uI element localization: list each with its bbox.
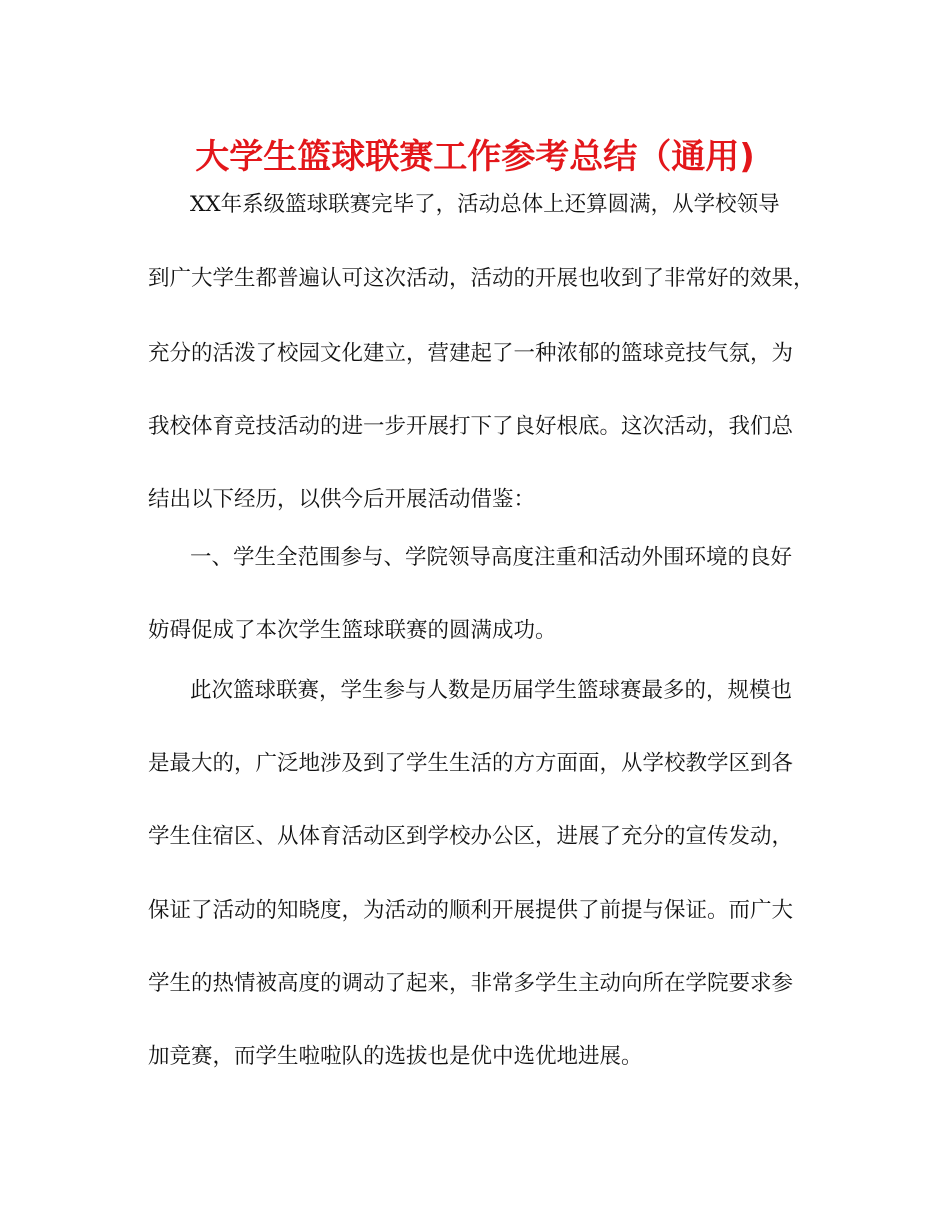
document-title: 大学生篮球联赛工作参考总结（通用)	[195, 137, 755, 177]
text-line: 妨碍促成了本次学生篮球联赛的圆满成功。	[148, 618, 557, 643]
text-line: 到广大学生都普遍认可这次活动，活动的开展也收到了非常好的效果，	[148, 266, 815, 291]
text-line: 一、学生全范围参与、学院领导高度注重和活动外围环境的良好	[190, 545, 793, 570]
text-line: 此次篮球联赛，学生参与人数是历届学生篮球赛最多的，规模也	[190, 678, 793, 703]
text-line: 加竞赛，而学生啦啦队的选拔也是优中选优地进展。	[148, 1044, 643, 1069]
text-line: 是最大的，广泛地涉及到了学生生活的方方面面，从学校教学区到各	[148, 751, 794, 776]
text-line: 充分的活泼了校园文化建立，营建起了一种浓郁的篮球竞技气氛，为	[148, 341, 794, 366]
text-line: 保证了活动的知晓度，为活动的顺利开展提供了前提与保证。而广大	[148, 898, 794, 923]
text-line: 结出以下经历，以供今后开展活动借鉴：	[148, 487, 536, 512]
text-line: 我校体育竞技活动的进一步开展打下了良好根底。这次活动，我们总	[148, 414, 794, 439]
text-line: 学生的热情被高度的调动了起来，非常多学生主动向所在学院要求参	[148, 971, 794, 996]
text-line: 学生住宿区、从体育活动区到学校办公区，进展了充分的宣传发动，	[148, 824, 794, 849]
text-line: XX年系级篮球联赛完毕了，活动总体上还算圆满，从学校领导	[190, 192, 780, 217]
